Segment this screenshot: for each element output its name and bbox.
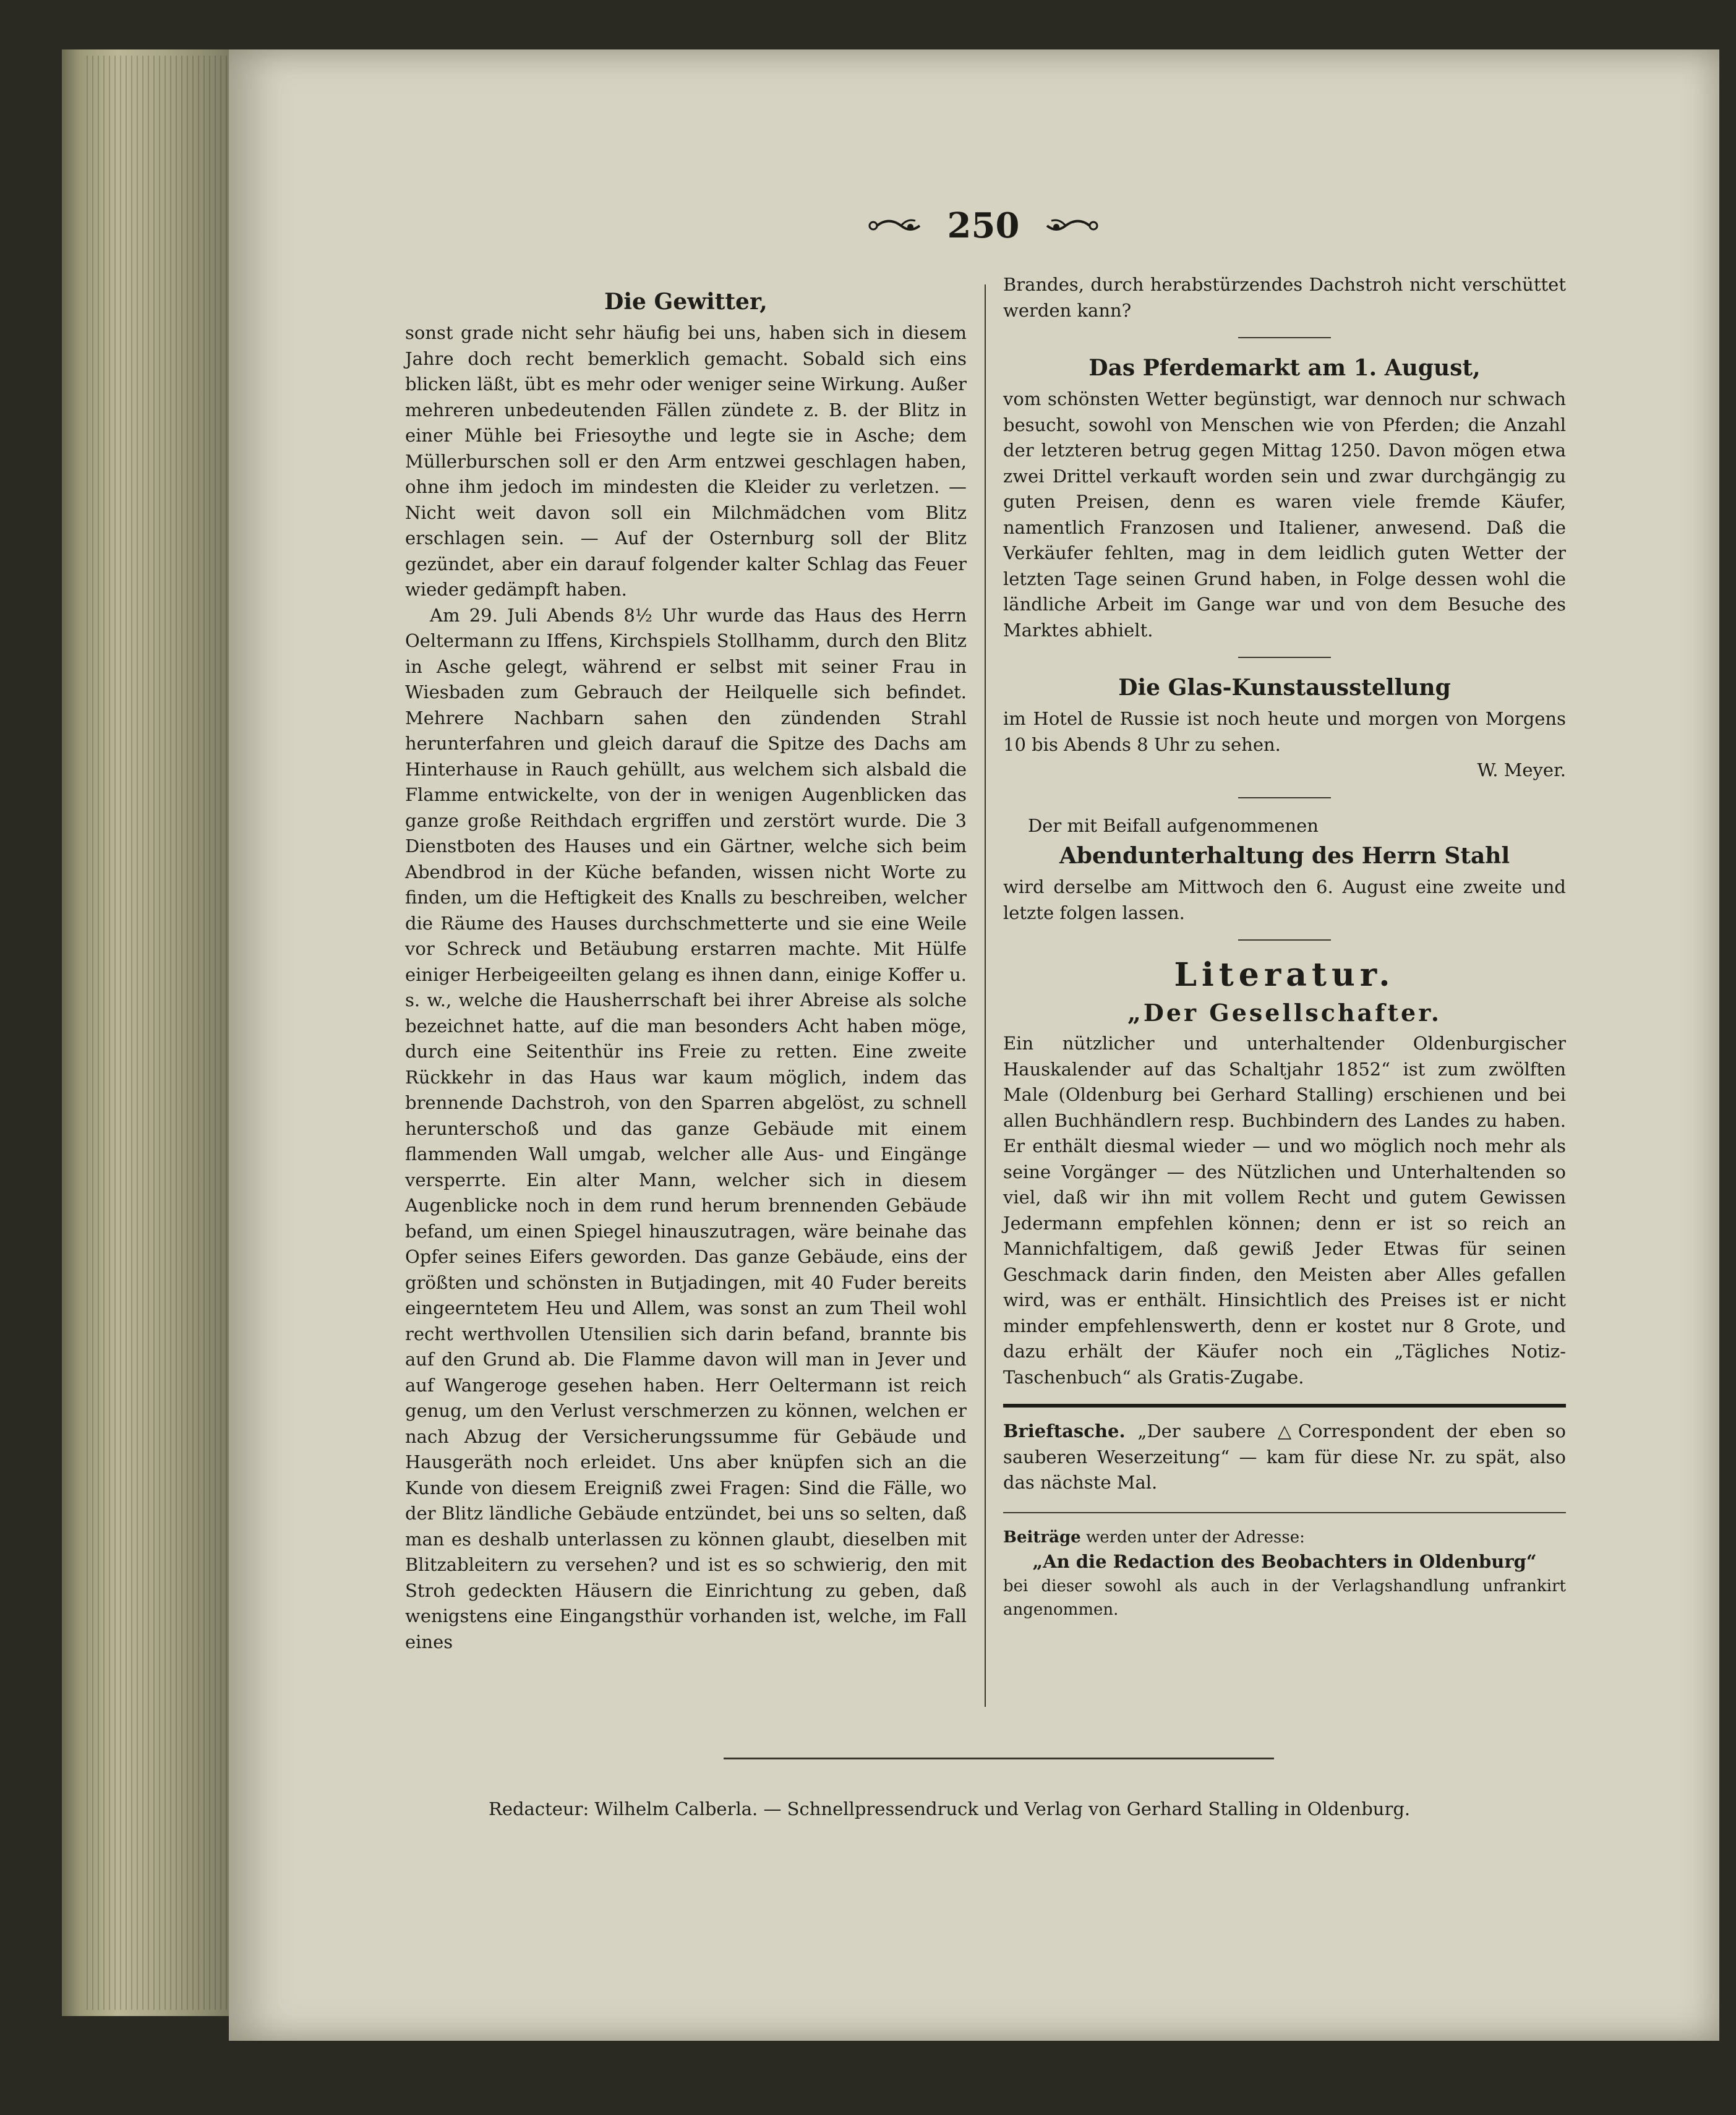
contributions-notice [1003, 1526, 1566, 1549]
section-divider [1238, 337, 1331, 338]
thunderstorm-paragraph-2: Am 29. Juli Abends 8½ Uhr wurde das Haus des Herrn Oeltermann zu Iffens, Kirchspiels Stollhamm, durch den Blitz in Asche gelegt, während er selbst mit seiner Frau in Wiesbaden zum Gebrauch der Heilquelle sich befindet. Mehrere Nachbarn sahen den zündenden Strahl herunterfahren und gleich darauf die Spitze des Dachs am Hinterhause in Rauch gehüllt, aus welchem sich alsbald die Flamme entwickelte, von der in wenigen Augenblicken das ganze große Reithdach ergriffen und zerstört wurde. Die 3 Dienstboten des Hauses und ein Gärtner, welche sich beim Abendbrod in der Küche befanden, wissen nicht Worte zu finden, um die Heftigkeit des Knalls zu beschreiben, welcher die Räume des Hauses durchschmetterte und sie eine Weile vor Schreck und Betäubung erstarren machte. Mit Hülfe einiger Herbeigeeilten gelang es ihnen dann, einige Koffer u. s. w., welche die Hausherrschaft bei ihrer Abreise als solche bezeichnet hatte, auf die man besonders Acht haben möge, durch eine Seitenthür ins Freie zu retten. Eine zweite Rückkehr in das Haus war kaum möglich, indem das brennende Dachstroh, von den Sparren abgelöst, zu schnell herunterschoß und das ganze Gebäude mit einem flammenden Wall umgab, welcher alle Aus- und Eingänge versperrte. Ein alter Mann, welcher sich in diesem Augenblicke noch in dem rund herum brennenden Gebäude befand, um einen Spiegel hinauszutragen, wäre beinahe das Opfer seines Eifers geworden. Das ganze Gebäude, eins der größten und schönsten in Butjadingen, mit 40 Fuder bereits eingeerntetem Heu und Allem, was sonst an zum Theil wohl recht werthvollen Utensilien sich darin befand, brannte bis auf den Grund ab. Die Flamme davon will man in Jever und auf Wangeroge gesehen haben. Herr Oeltermann ist reich genug, um den Verlust verschmerzen zu können, welchen er nach Abzug der Versicherungssumme für Gebäude und Hausgeräth noch erleidet. Uns aber knüpfen sich an die Kunde von diesem Ereigniß zwei Fragen: Sind die Fälle, wo der Blitz ländliche Gebäude entzündet, bei uns so selten, daß man es deshalb unterlassen zu können glaubt, dieselben mit Blitzableitern zu versehen? und ist es so schwierig, den mit Stroh gedeckten Häusern die Einrichtung zu geben, daß wenigstens eine Eingangsthür vorhanden ist, welche, im Fall eines [405, 604, 967, 1652]
literature-text: Ein nützlicher und unterhaltender Oldenburgischer Hauskalender auf das Schaltjahr 1852“ ist zum zwölften Male (Oldenburg bei Gerhard Stalling) erschienen und bei allen Buchhändlern resp. Buchbindern des Landes zu haben. Er enthält diesmal wieder — und wo möglich noch mehr als seine Vorgänger — des Nützlichen und Unterhaltenden so viel, daß wir ihn mit vollem Recht und gutem Gewissen Jedermann empfehlen können; denn er ist so reich an Mannichfaltigem, daß gewiß Jeder Etwas für seinen Geschmack darin finden, den Meisten aber Alles gefallen wird, was er enthält. Hinsichtlich des Preises ist er nicht minder empfehlenswerth, denn er kostet nur 8 Grote, und dazu erhält der Käufer noch ein „Tägliches Notiz-Taschenbuch“ als Gratis-Zugabe. [1003, 1033, 1566, 1388]
evening-heading: Abendunterhaltung des Herrn Stahl [1059, 843, 1510, 869]
footer-divider [724, 1758, 1274, 1759]
evening-intro: Der mit Beifall aufgenommenen [1028, 814, 1319, 836]
thunderstorm-heading: Die Gewitter, [604, 289, 768, 315]
column-divider [985, 284, 986, 1707]
contributions-label: Beiträge [1003, 1528, 1081, 1547]
page-number-header [841, 198, 1126, 254]
horse-market-text: vom schönsten Wetter begünstigt, war dennoch nur schwach besucht, sowohl von Menschen wie von Pferden; die Anzahl der letzteren betrug gegen Mittag 1250. Davon mögen etwa zwei Drittel verkauft worden sein und zwar durchgängig zu guten Preisen, denn es waren viele fremde Käufer, namentlich Franzosen und Italiener, anwesend. Daß die Verkäufer fehlten, mag in dem leidlich guten Wetter der letzten Tage seinen Grund haben, in Folge dessen wohl die ländliche Arbeit im Gange war und von dem Besuche des Marktes abhielt. [1003, 388, 1566, 641]
left-ornament-icon [867, 213, 923, 238]
glass-exhibition-signature: W. Meyer. [1477, 759, 1566, 780]
glass-exhibition-text: im Hotel de Russie ist noch heute und morgen von Morgens 10 bis Abends 8 Uhr zu sehen. [1003, 708, 1566, 755]
page-number: 250 [947, 205, 1020, 246]
contributions-text-2: bei dieser sowohl als auch in der Verlagshandlung unfrankirt angenommen. [1003, 1577, 1566, 1619]
right-ornament-icon [1044, 213, 1100, 238]
horse-market-heading: Das Pferdemarkt am 1. August, [1088, 355, 1481, 381]
contributions-address: „An die Redaction des Beobachters in Oldenburg“ [1032, 1550, 1537, 1572]
letterbox-notice [1003, 1419, 1566, 1496]
section-divider [1238, 939, 1331, 941]
left-column [405, 284, 967, 1655]
literature-subheading: „Der Gesellschafter. [1127, 999, 1442, 1027]
thunderstorm-paragraph-1: sonst grade nicht sehr häufig bei uns, haben sich in diesem Jahre doch recht bemerklich gemacht. Sobald sich eins blicken läßt, übt es mehr oder weniger seine Wirkung. Außer mehreren unbedeutenden Fällen zündete z. B. der Blitz in einer Mühle bei Friesoythe und legte sie in Asche; dem Müllerburschen soll er den Arm entzwei geschlagen haben, ohne ihm jedoch im mindesten die Kleider zu verletzen. — Nicht weit davon soll ein Milchmädchen vom Blitz erschlagen sein. — Auf der Osternburg soll der Blitz gezündet, aber ein darauf folgender kalter Schlag das Feuer wieder gedämpft haben. [405, 322, 967, 600]
evening-text: wird derselbe am Mittwoch den 6. August eine zweite und letzte folgen lassen. [1003, 876, 1566, 923]
section-divider [1238, 797, 1331, 798]
letterbox-text: „Der saubere △Correspondent der eben so sauberen Weserzeitung“ — kam für diese Nr. zu spät, also das nächste Mal. [1003, 1421, 1566, 1493]
right-column [1003, 272, 1566, 1622]
letterbox-label: Brieftasche. [1003, 1421, 1126, 1442]
glass-exhibition-heading: Die Glas-Kunstausstellung [1118, 675, 1451, 701]
thin-divider [1003, 1512, 1566, 1513]
section-divider [1238, 657, 1331, 658]
continuation-text: Brandes, durch herabstürzendes Dachstroh nicht verschüttet werden kann? [1003, 274, 1566, 321]
literature-heading: Literatur. [1174, 956, 1395, 994]
imprint-footer: Redacteur: Wilhelm Calberla. — Schnellpressendruck und Verlag von Gerhard Stalling in Oldenburg. [489, 1798, 1411, 1819]
thick-divider [1003, 1404, 1566, 1408]
contributions-text-1: werden unter der Adresse: [1085, 1528, 1305, 1547]
page-edge-lines [87, 56, 235, 2010]
